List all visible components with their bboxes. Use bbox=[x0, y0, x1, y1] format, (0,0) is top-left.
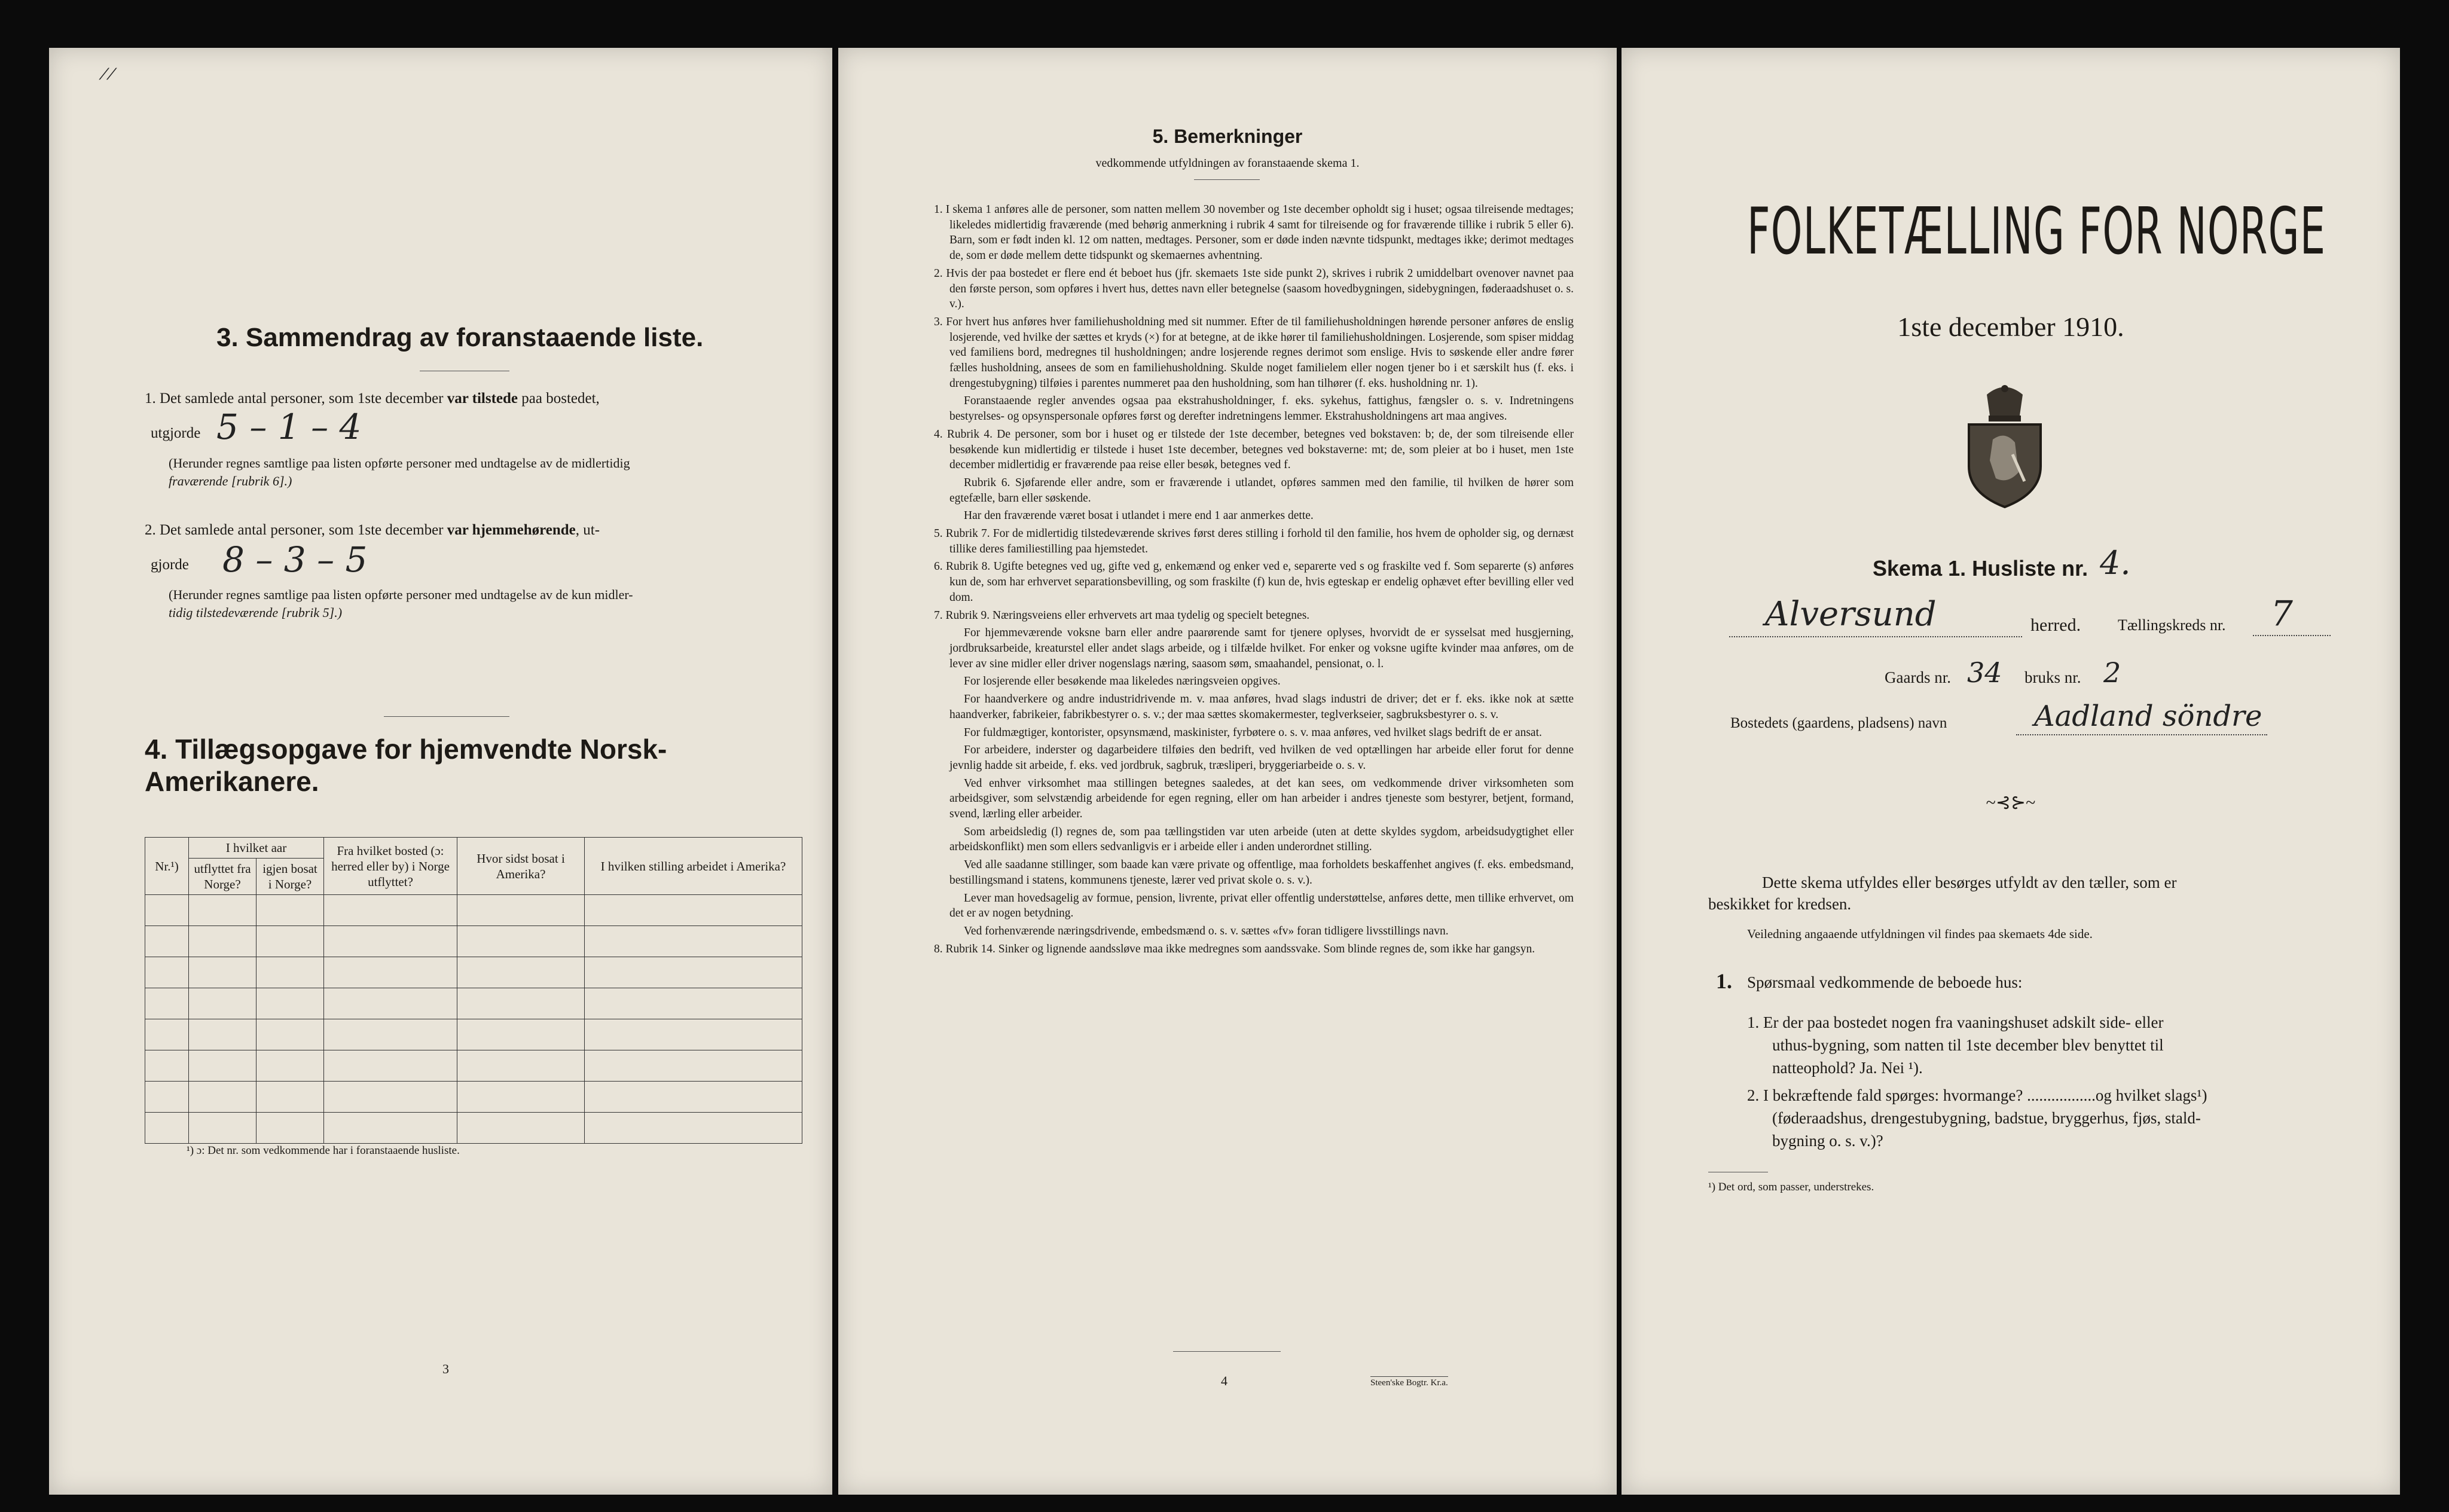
section4-title: 4. Tillægsopgave for hjemvendte Norsk-Amerikanere. bbox=[145, 734, 667, 797]
page-right bbox=[1622, 48, 2400, 1495]
printer-mark: Steen'ske Bogtr. Kr.a. bbox=[1370, 1376, 1448, 1388]
bruks-label: bruks nr. bbox=[2024, 668, 2081, 686]
divider bbox=[384, 716, 509, 717]
herred-label: herred. bbox=[2030, 615, 2081, 635]
section3-title: 3. Sammendrag av foranstaaende liste. bbox=[216, 323, 704, 352]
remark-paragraph: 1. I skema 1 anføres alle de personer, som natten mellem 30 november og 1ste december opholdt sig i huset; ogsaa tilreisende medtages; likeledes midlertidig fraværende (med behørig anmerkning i rubrik 4 samt for tilreisende og for fraværende tillike i rubrik 5 eller 6). Barn, som er født inden kl. 12 om natten, medtages. Personer, som er døde inden nævnte tidspunkt, medtages ikke; derimot medtages de, som er døde mellem dette tidspunkt og skemaernes avhentning. bbox=[934, 203, 1574, 262]
present-count: 5 – 1 – 4 bbox=[216, 407, 362, 447]
question-2-line-3: bygning o. s. v.)? bbox=[1772, 1132, 1883, 1150]
summary-item-2: 2. Det samlede antal personer, som 1ste december var hjemmehørende, ut- bbox=[145, 522, 600, 538]
main-title: FOLKETÆLLING FOR NORGE bbox=[1747, 194, 2326, 269]
remark-paragraph: For hjemmeværende voksne barn eller andre paarørende samt for tjenere oplyses, hvorvidt de er sysselsat med husgjerning, jordbruksarbeide, kreaturstel eller andet slags arbeide, og i tilfælde hvilket. For enker og voksne ugifte kvinder maa anføres, om de lever av sine midler eller driver nogenslags næring, saasom søm, smaahandel, pensionat, o. l. bbox=[949, 627, 1574, 670]
remark-paragraph: For haandverkere og andre industridrivende m. v. maa anføres, hvad slags industri de driver; det er f. eks. ikke nok at sætte haandverker, fabrikeier, fabrikbestyrer o. s. v.; der maa sættes skomakermester, teglverkseier, sagbruksbestyrer o. s. v. bbox=[949, 693, 1574, 721]
col-stilling: I hvilken stilling arbeidet i Amerika? bbox=[585, 838, 802, 895]
page-number: 4 bbox=[1221, 1373, 1227, 1388]
gaards-label: Gaards nr. bbox=[1885, 668, 1951, 686]
intro-line-2: beskikket for kredsen. bbox=[1708, 895, 1852, 913]
remark-paragraph: 2. Hvis der paa bostedet er flere end ét beboet hus (jfr. skemaets 1ste side punkt 2), skrives i rubrik 2 umiddelbart ovenover navnet paa den første person, som opføres i hvert hus, dettes navn eller betegnelse (saasom hovedbygningen, sidebygningen, føderaadshuset o. s. v.). bbox=[934, 267, 1574, 311]
remarks-subtitle: vedkommende utfyldningen av foranstaaende skema 1. bbox=[1095, 157, 1360, 170]
page-left bbox=[49, 48, 832, 1495]
herred-value: Alversund bbox=[1765, 595, 1937, 634]
bruks-value: 2 bbox=[2103, 656, 2121, 689]
remark-paragraph: For arbeidere, inderster og dagarbeidere tilføies den bedrift, ved hvilken de ved optællingen har arbeide eller forut for denne jevnlig hadde sit arbeide, f. eks. ved jordbruk, sagbruk, træsliperi, bryggeriarbeide o. s. v. bbox=[949, 744, 1574, 772]
divider bbox=[1194, 179, 1260, 180]
question-1-line-1: 1. Er der paa bostedet nogen fra vaaningshuset adskilt side- eller bbox=[1747, 1013, 2164, 1031]
question-2-line-2: (føderaadshus, drengestubygning, badstue, bryggerhus, fjøs, stald- bbox=[1772, 1109, 2201, 1127]
table-row bbox=[145, 895, 802, 926]
remark-paragraph: Ved alle saadanne stillinger, som baade kan være private og offentlige, maa forholdets beskaffenhet angives (f. eks. embedsmand, bestillingsmand i statens, kommunens tjeneste, lærer ved privat skole o. s. v.). bbox=[949, 859, 1574, 887]
table-header-row bbox=[145, 838, 802, 859]
husliste-number: 4. bbox=[2100, 544, 2131, 582]
intro-line-1: Dette skema utfyldes eller besørges utfyldt av den tæller, som er bbox=[1762, 873, 2177, 891]
remark-paragraph: Ved forhenværende næringsdrivende, embedsmænd o. s. v. sættes «fv» foran tidligere livsstillings navn. bbox=[964, 924, 1449, 937]
remark-paragraph: Rubrik 6. Sjøfarende eller andre, som er fraværende i utlandet, opføres sammen med den familie, til hvilken de hører som egtefælle, barn eller søskende. bbox=[949, 476, 1574, 505]
questions-number: 1. bbox=[1716, 969, 1732, 993]
item2-note: (Herunder regnes samtlige paa listen opførte personer med undtagelse av de kun midler- tidig tilstedeværende [rubrik 5].) bbox=[169, 587, 633, 620]
table-row bbox=[145, 957, 802, 988]
remark-paragraph: Foranstaaende regler anvendes ogsaa paa ekstrahusholdninger, f. eks. sykehus, fattighus, fængsler o. s. v. Indretningens bestyrelses- og opsynspersonale opføres først og derefter indretningens lemmer. Ekstrahusholdningens art maa angives. bbox=[949, 395, 1574, 423]
item1-note: (Herunder regnes samtlige paa listen opførte personer med undtagelse av de midlertidig fraværende [rubrik 6].) bbox=[169, 456, 630, 488]
skema-label: Skema 1. Husliste nr. bbox=[1873, 556, 2088, 581]
col-igjen: igjen bosat i Norge? bbox=[256, 859, 324, 895]
col-bosted: Fra hvilket bosted (ɔ: herred eller by) i Norge utflyttet? bbox=[324, 838, 457, 895]
kreds-value: 7 bbox=[2271, 593, 2293, 634]
remark-paragraph: For losjerende eller besøkende maa likeledes næringsveien opgives. bbox=[964, 675, 1281, 688]
utgjorde-label: utgjorde bbox=[151, 425, 201, 441]
bosted-label: Bostedets (gaardens, pladsens) navn bbox=[1730, 715, 1947, 731]
table-footnote: ¹) ɔ: Det nr. som vedkommende har i foranstaaende husliste. bbox=[187, 1144, 460, 1157]
question-2-line-1: 2. I bekræftende fald spørges: hvormange? .................og hvilket slags¹) bbox=[1747, 1086, 2207, 1104]
census-date: 1ste december 1910. bbox=[1897, 311, 2124, 342]
remark-paragraph: 3. For hvert hus anføres hver familiehusholdning med sit nummer. Efter de til familiehusholdningen hørende personer anføres de enslig losjerende, ved hvilke der sættes et kryds (×) for at betegne, at de ikke hører til familiehusholdningen. Losjerende, som spiser middag ved familiens bord, medregnes til husholdningen; andre losjerende regnes derimot som enslige. Hvis to søskende eller andre fører fælles husholdning, ansees de som en familiehusholdning. Skulde noget familielem eller nogen tjener bo i et særskilt hus (f. eks. i drengestubygning) tilføies i parentes nummeret paa den husholdning, som han tilhører (f. eks. husholdning nr. 1). bbox=[934, 315, 1574, 390]
page-middle bbox=[838, 48, 1617, 1495]
page-number: 3 bbox=[442, 1361, 449, 1376]
col-group: I hvilket aar bbox=[189, 838, 324, 859]
remark-paragraph: Har den fraværende været bosat i utlandet i mere end 1 aar anmerkes dette. bbox=[964, 509, 1314, 523]
table-row bbox=[145, 926, 802, 957]
resident-count: 8 – 3 – 5 bbox=[222, 539, 368, 580]
table-row bbox=[145, 1019, 802, 1050]
remark-paragraph: 6. Rubrik 8. Ugifte betegnes ved ug, gifte ved g, enkemænd og enker ved e, separerte ved s og fraskilte ved f. Som separerte (s) anføres kun de, som har erhvervet separationsbevilling, og som fraskilte (f) kun de, hvis egteskap er endelig ophævet efter bevilling eller ved dom. bbox=[934, 560, 1574, 604]
ornament: ~⊰⊱~ bbox=[1986, 793, 2036, 812]
remark-paragraph: 4. Rubrik 4. De personer, som bor i huset og er tilstede der 1ste december, betegnes ved bokstaven: b; de, der som tilreisende eller besøkende kun midlertidig er tilstede i huset 1ste december, betegnes ved bokstaverne: mt; de, som pleier at bo i huset, men 1ste december midlertidig er fraværende paa reise eller besøk, betegnes ved f. bbox=[934, 427, 1574, 472]
gjorde-label: gjorde bbox=[151, 557, 189, 573]
col-sidst: Hvor sidst bosat i Amerika? bbox=[457, 838, 585, 895]
remark-paragraph: For fuldmægtiger, kontorister, opsynsmænd, maskinister, fyrbøtere o. s. v. maa anføres, ved hvilket slags bedrift de er ansat. bbox=[964, 726, 1542, 739]
summary-item-1: 1. Det samlede antal personer, som 1ste december var tilstede paa bostedet, bbox=[145, 390, 600, 407]
bosted-value: Aadland söndre bbox=[2034, 700, 2262, 733]
questions-heading: Spørsmaal vedkommende de beboede hus: bbox=[1747, 973, 2023, 991]
remark-paragraph: Ved enhver virksomhet maa stillingen betegnes saaledes, at det kan sees, om vedkommende driver virksomheten som arbeidsgiver, som selvstændig arbeidende for egen regning, eller om han arbeider i andres tjeneste som bestyrer, betjent, formand, svend, lærling eller arbeider. bbox=[949, 777, 1574, 821]
remarks-title: 5. Bemerkninger bbox=[1152, 126, 1303, 147]
question-1-line-3: natteophold? Ja. Nei ¹). bbox=[1772, 1059, 1923, 1077]
remark-paragraph: 5. Rubrik 7. For de midlertidig tilstedeværende skrives først deres stilling i forhold til den familie, hos hvem de opholder sig, og dernæst tillike deres familiestilling paa hjemstedet. bbox=[934, 527, 1574, 555]
divider bbox=[1173, 1351, 1281, 1352]
norsk-amerikanere-table bbox=[145, 837, 802, 1144]
corner-mark: ⁄ ⁄ bbox=[103, 66, 113, 84]
gaards-value: 34 bbox=[1967, 656, 2002, 689]
table-row bbox=[145, 988, 802, 1019]
table-row bbox=[145, 1082, 802, 1113]
kreds-label: Tællingskreds nr. bbox=[2118, 616, 2226, 634]
remark-paragraph: Lever man hovedsagelig av formue, pension, livrente, privat eller offentlig understøttelse, anføres dette, men tillike erhvervet, om det er av nogen betydning. bbox=[949, 891, 1574, 920]
col-utflyttet: utflyttet fra Norge? bbox=[189, 859, 256, 895]
question-1-line-2: uthus-bygning, som natten til 1ste december blev benyttet til bbox=[1772, 1036, 2164, 1054]
coat-of-arms-icon bbox=[1960, 383, 2050, 508]
table-row bbox=[145, 1113, 802, 1144]
guidance-note: Veiledning angaaende utfyldningen vil findes paa skemaets 4de side. bbox=[1747, 927, 2093, 941]
remarks-list bbox=[934, 202, 1574, 959]
remark-paragraph: 7. Rubrik 9. Næringsveiens eller erhvervets art maa tydelig og specielt betegnes. bbox=[934, 609, 1310, 622]
table-row bbox=[145, 1050, 802, 1082]
col-nr: Nr.¹) bbox=[145, 838, 189, 895]
remark-paragraph: Som arbeidsledig (l) regnes de, som paa tællingstiden var uten arbeide (uten at dette skyldes sygdom, arbeidsudygtighet eller arbeidskonflikt) men som ellers sedvanligvis er i arbeide eller i anden underordnet stilling. bbox=[949, 825, 1574, 854]
remark-paragraph: 8. Rubrik 14. Sinker og lignende aandssløve maa ikke medregnes som aandssvake. Som blinde regnes de, som ikke har gangsyn. bbox=[934, 942, 1535, 955]
page3-footnote: ¹) Det ord, som passer, understrekes. bbox=[1708, 1181, 1874, 1193]
